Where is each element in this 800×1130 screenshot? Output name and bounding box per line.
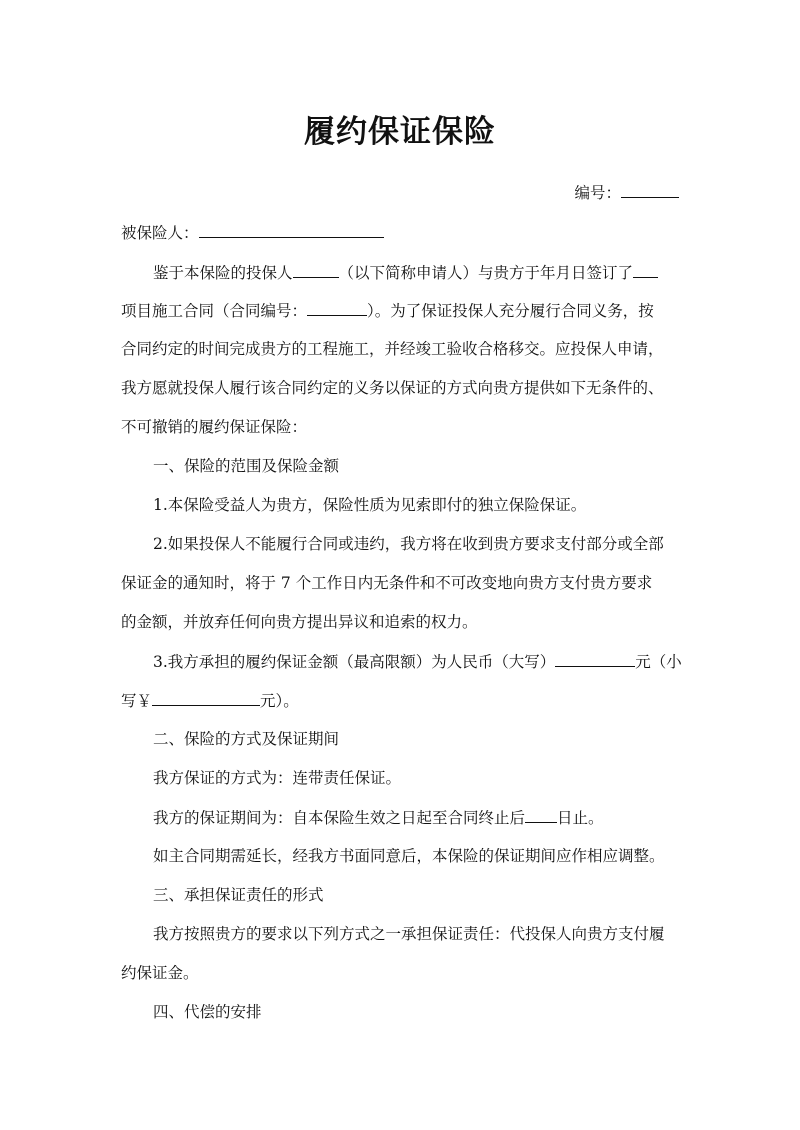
- paragraph-line: 2.如果投保人不能履行合同或违约，我方将在收到贵方要求支付部分或全部: [153, 535, 664, 553]
- text-span: 元（小: [635, 653, 682, 671]
- applicant-blank[interactable]: [293, 262, 339, 278]
- paragraph-line: 我方愿就投保人履行该合同约定的义务以保证的方式向贵方提供如下无条件的、: [121, 379, 664, 397]
- paragraph-line: 1.本保险受益人为贵方，保险性质为见索即付的独立保险保证。: [153, 496, 587, 514]
- amount-figures-blank[interactable]: [152, 690, 260, 706]
- paragraph-line: [153, 807, 604, 828]
- paragraph-line: 如主合同期需延长，经我方书面同意后，本保险的保证期间应作相应调整。: [153, 847, 665, 865]
- paragraph-line: [153, 262, 658, 283]
- section-heading: 三、承担保证责任的形式: [153, 886, 324, 904]
- paragraph-line: 的金额，并放弃任何向贵方提出异议和追索的权力。: [121, 613, 478, 631]
- guarantee-days-blank[interactable]: [525, 807, 557, 823]
- text-span: 鉴于本保险的投保人: [153, 264, 293, 282]
- paragraph-line: 不可撤销的履约保证保险：: [121, 418, 308, 436]
- contract-number-blank[interactable]: [307, 300, 367, 316]
- text-span: 写￥: [121, 692, 153, 710]
- document-title: 履约保证保险: [304, 114, 496, 150]
- section-heading: 四、代偿的安排: [153, 1003, 262, 1021]
- paragraph-line: [121, 690, 299, 711]
- text-span: ）。为了保证投保人充分履行合同义务，按: [367, 302, 654, 320]
- contract-project-blank[interactable]: [633, 262, 658, 278]
- text-span: 3.我方承担的履约保证金额（最高限额）为人民币（大写）: [153, 653, 556, 671]
- document-number-line: [574, 182, 679, 203]
- insured-line: [121, 222, 384, 243]
- paragraph-line: 我方按照贵方的要求以下列方式之一承担保证责任：代投保人向贵方支付履: [153, 925, 665, 943]
- text-span: 日止。: [557, 809, 604, 827]
- text-span: 项目施工合同（合同编号：: [121, 302, 308, 320]
- amount-words-blank[interactable]: [555, 651, 635, 667]
- paragraph-line: 约保证金。: [121, 964, 199, 982]
- text-span: 我方的保证期间为：自本保险生效之日起至合同终止后: [153, 809, 526, 827]
- paragraph-line: [121, 300, 654, 321]
- paragraph-line: [153, 651, 682, 672]
- document-number-blank[interactable]: [621, 182, 679, 198]
- paragraph-line: 我方保证的方式为：连带责任保证。: [153, 769, 402, 787]
- section-heading: 二、保险的方式及保证期间: [153, 730, 340, 748]
- paragraph-line: 合同约定的时间完成贵方的工程施工，并经竣工验收合格移交。应投保人申请，: [121, 340, 664, 358]
- insured-label: 被保险人：: [121, 224, 199, 242]
- text-span: （以下简称申请人）与贵方于年月日签订了: [338, 264, 634, 282]
- document-number-label: 编号：: [574, 184, 621, 202]
- section-heading: 一、保险的范围及保险金额: [153, 457, 340, 475]
- insured-blank[interactable]: [199, 222, 384, 238]
- paragraph-line: 保证金的通知时，将于 7 个工作日内无条件和不可改变地向贵方支付贵方要求: [121, 574, 653, 592]
- text-span: 元）。: [260, 692, 299, 710]
